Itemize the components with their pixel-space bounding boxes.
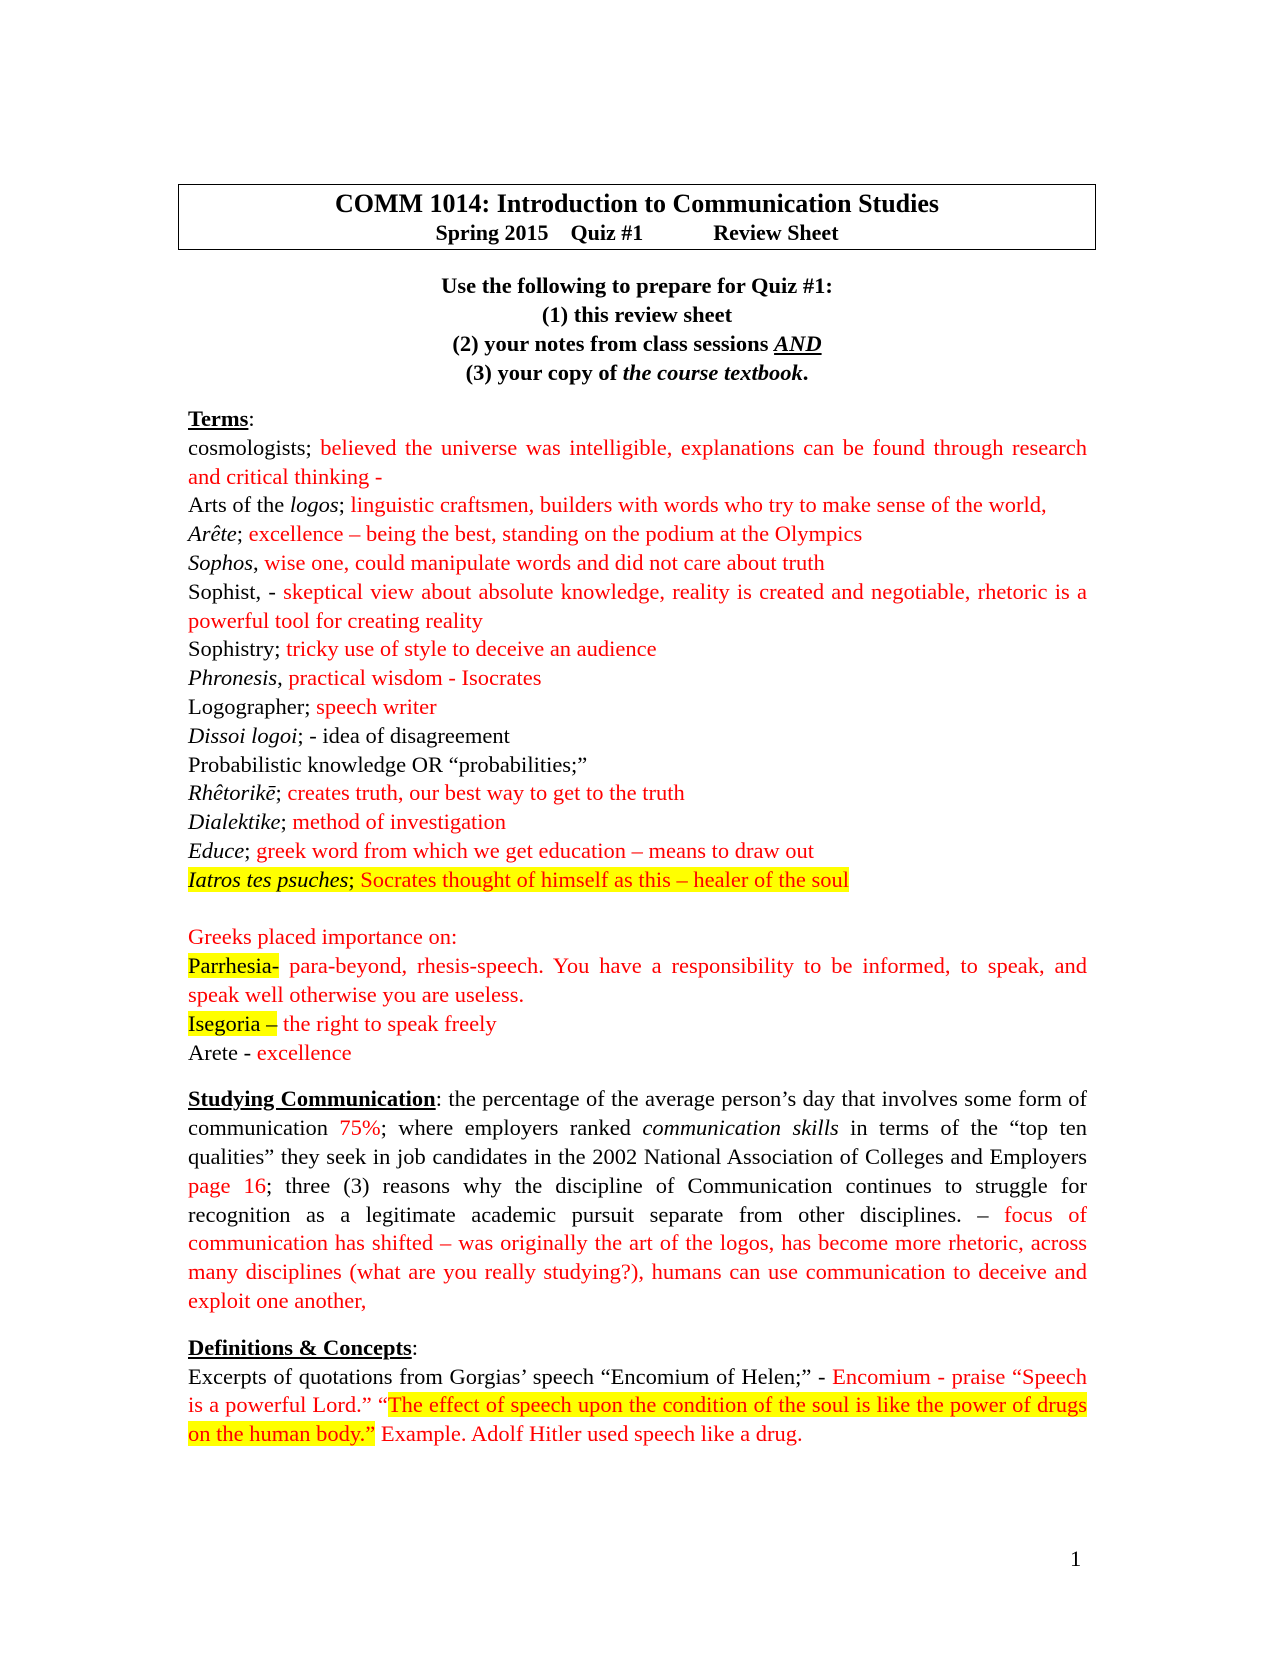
definitions-heading-text: Definitions & Concepts xyxy=(188,1334,412,1360)
parrhesia-term: Parrhesia- xyxy=(188,953,280,979)
term-sep: ; xyxy=(304,693,317,719)
course-title: COMM 1014: Introduction to Communication Studies xyxy=(334,189,940,218)
isegoria-definition: the right to speak freely xyxy=(277,1010,497,1036)
term-name: Dissoi logoi xyxy=(188,722,298,748)
definitions-answer: Encomium - praise xyxy=(832,1363,1006,1389)
term-entry xyxy=(188,722,1087,751)
studying-answer: 75% xyxy=(339,1115,381,1141)
studying-italic: communication skills xyxy=(642,1115,839,1141)
isegoria-term: Isegoria – xyxy=(188,1010,278,1036)
term-definition: practical wisdom - Isocrates xyxy=(288,665,542,691)
main-content xyxy=(188,405,1087,1449)
prep-item-3 xyxy=(178,358,1096,387)
term-sep: , xyxy=(253,549,265,575)
term-sep: ; xyxy=(338,492,351,518)
term-definition: greek word from which we get education – means to draw out xyxy=(256,837,815,863)
prep-item-3-emph: the course textbook xyxy=(622,360,803,385)
term-name: Rhêtorikē xyxy=(188,780,276,806)
term-entry xyxy=(188,779,1087,808)
studying-text: ; where employers ranked xyxy=(380,1115,643,1141)
terms-heading xyxy=(188,405,1087,434)
term-entry xyxy=(188,693,1087,722)
studying-heading: Studying Communication xyxy=(188,1086,436,1112)
subtitle-line xyxy=(179,220,1095,246)
prep-item-2-text: (2) your notes from class sessions xyxy=(452,331,775,356)
term-name: Probabilistic knowledge OR “probabilities;” xyxy=(188,751,588,777)
term-entry-highlighted xyxy=(188,866,1087,895)
term-sep: ; xyxy=(275,780,288,806)
term-name: Iatros tes psuches xyxy=(188,866,349,892)
terms-heading-colon: : xyxy=(248,406,255,431)
term-name: Arts of the xyxy=(188,492,290,518)
prep-item-2 xyxy=(178,329,1096,358)
arete-entry xyxy=(188,1039,1087,1068)
studying-text: ; three (3) reasons why the discipline of Communication continues to struggle for recognition as a legitimate academic pursuit separate from other disciplines. – xyxy=(188,1172,1087,1227)
term-sep: ; xyxy=(280,809,293,835)
term-definition: speech writer xyxy=(316,693,437,719)
isegoria-entry xyxy=(188,1010,1087,1039)
term-entry xyxy=(188,520,1087,549)
arete-definition: excellence xyxy=(256,1039,352,1065)
term-sep: ; xyxy=(348,866,361,892)
term-definition: method of investigation xyxy=(292,809,507,835)
term-sep: , xyxy=(277,665,289,691)
term-name: Dialektike xyxy=(188,809,281,835)
term-entry xyxy=(188,808,1087,837)
term-entry xyxy=(188,635,1087,664)
prep-item-1: (1) this review sheet xyxy=(541,302,733,327)
greeks-intro: Greeks placed importance on: xyxy=(188,924,458,950)
arete-term: Arete - xyxy=(188,1039,257,1065)
studying-paragraph xyxy=(188,1085,1087,1315)
studying-text: in terms of the “top ten qualities” they seek in job candidates in the 2002 National Association of Colleges and Employers xyxy=(188,1115,1087,1169)
term-entry xyxy=(188,549,1087,578)
prep-item-2-emph: AND xyxy=(774,331,822,356)
definitions-quote: “Speech is a powerful Lord.” “ xyxy=(188,1363,1088,1418)
term-name: Logographer xyxy=(188,693,305,719)
studying-answer: page 16 xyxy=(188,1172,266,1198)
definitions-heading xyxy=(188,1334,1087,1363)
term-definition: believed the universe was intelligible, explanations can be found through research and critical thinking - xyxy=(188,434,1087,489)
term-entry xyxy=(188,578,1087,636)
term-name: Educe xyxy=(188,837,245,863)
term-sep: ; xyxy=(236,521,249,547)
definitions-heading-colon: : xyxy=(411,1334,419,1360)
term-name: Phronesis xyxy=(188,665,278,691)
term-definition: wise one, could manipulate words and did not care about truth xyxy=(264,549,825,575)
term-label: Spring 2015 xyxy=(435,220,549,245)
prep-intro: Use the following to prepare for Quiz #1: xyxy=(441,273,833,298)
term-entry xyxy=(188,491,1087,520)
term-entry xyxy=(188,837,1087,866)
term-sep: ; - xyxy=(297,722,323,748)
term-definition: creates truth, our best way to get to the truth xyxy=(287,780,685,806)
term-definition: tricky use of style to deceive an audience xyxy=(286,636,657,662)
term-definition: skeptical view about absolute knowledge, reality is created and negotiable, rhetoric is a powerful tool for creating reality xyxy=(188,578,1087,633)
studying-answer: focus of communication has shifted – was originally the art of the logos, has become more rhetoric, across many disciplines (what are you really studying?), humans can use communication to deceive and exploit one another, xyxy=(188,1201,1087,1313)
prep-item-3-text: (3) your copy of xyxy=(465,360,623,385)
title-box xyxy=(178,184,1096,250)
term-entry xyxy=(188,434,1087,492)
term-name-italic: logos xyxy=(289,492,339,518)
sheet-label: Review Sheet xyxy=(713,220,839,245)
terms-heading-text: Terms xyxy=(188,406,249,431)
parrhesia-entry xyxy=(188,952,1087,1010)
quiz-label: Quiz #1 xyxy=(570,220,644,245)
parrhesia-definition: para-beyond, rhesis-speech. You have a responsibility to be informed, to speak, and speak well otherwise you are useless. xyxy=(188,953,1087,1007)
term-definition: linguistic craftsmen, builders with words who try to make sense of the world, xyxy=(350,492,1047,518)
definitions-paragraph xyxy=(188,1363,1087,1449)
definitions-example: Example. Adolf Hitler used speech like a drug. xyxy=(375,1421,803,1447)
term-name: Sophos xyxy=(188,549,254,575)
prep-instructions xyxy=(178,271,1096,387)
definitions-quote-highlight: The effect of speech upon the condition of the soul is like the power of drugs on the human body.” xyxy=(188,1392,1087,1447)
page-number: 1 xyxy=(1070,1546,1082,1571)
term-sep: ; xyxy=(274,636,287,662)
term-name: cosmologists xyxy=(188,434,306,460)
term-sep: ; xyxy=(305,434,321,460)
studying-text: : the percentage of the average person’s day that involves some form of communication xyxy=(188,1086,1087,1141)
term-definition: excellence – being the best, standing on the podium at the Olympics xyxy=(248,521,863,547)
term-entry xyxy=(188,751,1087,780)
term-name: Sophistry xyxy=(188,636,275,662)
term-definition: Socrates thought of himself as this – healer of the soul xyxy=(360,866,849,892)
prep-item-3-suffix: . xyxy=(802,360,809,385)
definitions-text: Excerpts of quotations from Gorgias’ speech “Encomium of Helen;” - xyxy=(188,1363,833,1389)
term-name: Arête xyxy=(188,521,237,547)
term-entry xyxy=(188,664,1087,693)
term-name: Sophist xyxy=(188,578,256,604)
term-sep: ; xyxy=(244,837,257,863)
term-definition: idea of disagreement xyxy=(322,722,510,748)
term-sep: , - xyxy=(255,578,284,604)
